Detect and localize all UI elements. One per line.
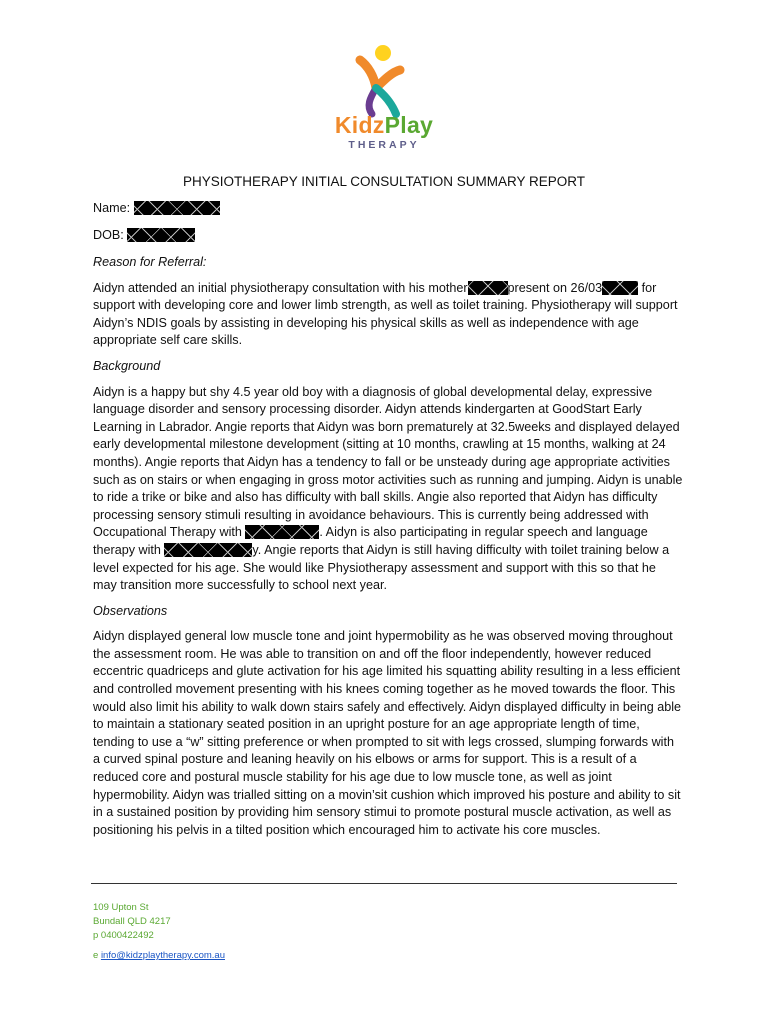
footer-email-prefix: e bbox=[93, 950, 99, 961]
brand-wordmark bbox=[322, 112, 446, 152]
footer-address-line1: 109 Upton St bbox=[93, 902, 149, 913]
brand-name-play: Play bbox=[384, 112, 434, 138]
referral-paragraph bbox=[93, 280, 683, 350]
background-text-2: . Aidyn is also participating in regular speech and language therapy with bbox=[93, 525, 648, 557]
speech-provider-redaction bbox=[164, 543, 252, 557]
brand-name-kidz: Kidz bbox=[334, 112, 385, 138]
referral-text-1: Aidyn attended an initial physiotherapy consultation with his mother bbox=[93, 280, 468, 295]
footer-phone: p 0400422492 bbox=[93, 930, 154, 941]
observations-paragraph: Aidyn displayed general low muscle tone and joint hypermobility as he was observed moving throughout the assessment room. He was able to transition on and off the floor independently, however reduced eccentric quadriceps and glute activation for his age limited his squatting ability resulting in a less efficient and controlled movement presenting with his knees coming together as he moved towards the floor. This would also limit his ability to walk down stairs safely and effectively. Aidyn displayed difficulty in being able to maintain a stationary seated position in an upright posture for an age appropriate length of time, tending to use a “w” sitting preference or when prompted to sit with legs crossed, slumping forwards with a curved spinal posture and leaning heavily on his elbows or arms for support. This is a result of a reduced core and postural muscle stability for his age due to low muscle tone, as well as joint hypermobility. Aidyn was trialled sitting on a movin’sit cushion which improved his posture and ability to sit in a sustained position by providing him sensory stimui to promote postural muscle activation, as well as positioning his pelvis in a tilted position which encouraged him to activate his core muscles. bbox=[93, 629, 682, 837]
background-heading: Background bbox=[93, 358, 161, 373]
dob-redaction bbox=[127, 228, 195, 242]
footer-address-line2: Bundall QLD 4217 bbox=[93, 916, 171, 927]
observations-heading: Observations bbox=[93, 603, 168, 618]
dob-field bbox=[93, 227, 683, 245]
report-title: PHYSIOTHERAPY INITIAL CONSULTATION SUMMARY REPORT bbox=[182, 174, 586, 189]
background-text-3: y. Angie reports that Aidyn is still having difficulty with toilet training below a level expected for his age. She would like Physiotherapy assessment and support with this so that he may transition more successfully to school next year. bbox=[93, 542, 670, 593]
footer-divider bbox=[91, 883, 677, 884]
ot-provider-redaction bbox=[245, 525, 319, 539]
referral-text-2: present on 26/03 bbox=[507, 280, 603, 295]
name-field bbox=[93, 200, 683, 218]
name-redaction bbox=[134, 201, 220, 215]
referral-text-3: for support with developing core and lower limb strength, as well as toilet training. Physiotherapy will support Aidyn’s NDIS goals by assisting in developing his physical skills as well as independence with age appropriate self care skills. bbox=[93, 280, 678, 348]
mother-name-redaction bbox=[468, 281, 508, 295]
footer-email-line bbox=[93, 949, 225, 963]
background-paragraph bbox=[93, 384, 683, 595]
report-body bbox=[93, 200, 683, 847]
brand-subtitle: THERAPY bbox=[348, 139, 420, 151]
footer-email-link[interactable]: info@kidzplaytherapy.com.au bbox=[100, 950, 225, 961]
referral-heading: Reason for Referral: bbox=[93, 255, 207, 269]
dob-label: DOB: bbox=[93, 228, 124, 242]
brand-name bbox=[322, 112, 446, 138]
name-label: Name: bbox=[93, 201, 131, 215]
year-redaction bbox=[602, 281, 638, 295]
background-text-1: Aidyn is a happy but shy 4.5 year old boy with a diagnosis of global developmental delay, expressive language disorder and sensory processing disorder. Aidyn attends kindergarten at GoodStart Early Learning in Labrador. Angie reports that Aidyn was born prematurely at 32.5weeks and displayed delayed early developmental milestone development (sitting at 10 months, crawling at 15 months, walking at 24 months). Angie reports that Aidyn has a tendency to fall or be unsteady during age appropriate activities such as on stairs or when engaging in gross motor activities such as running and jumping. Aidyn is unable to ride a trike or bike and also has difficulty with ball skills. Angie also reported that Aidyn has difficulty processing sensory stimuli resulting in avoidance behaviours. This is currently being addressed with Occupational Therapy with bbox=[93, 384, 683, 540]
footer-contact bbox=[93, 901, 225, 963]
